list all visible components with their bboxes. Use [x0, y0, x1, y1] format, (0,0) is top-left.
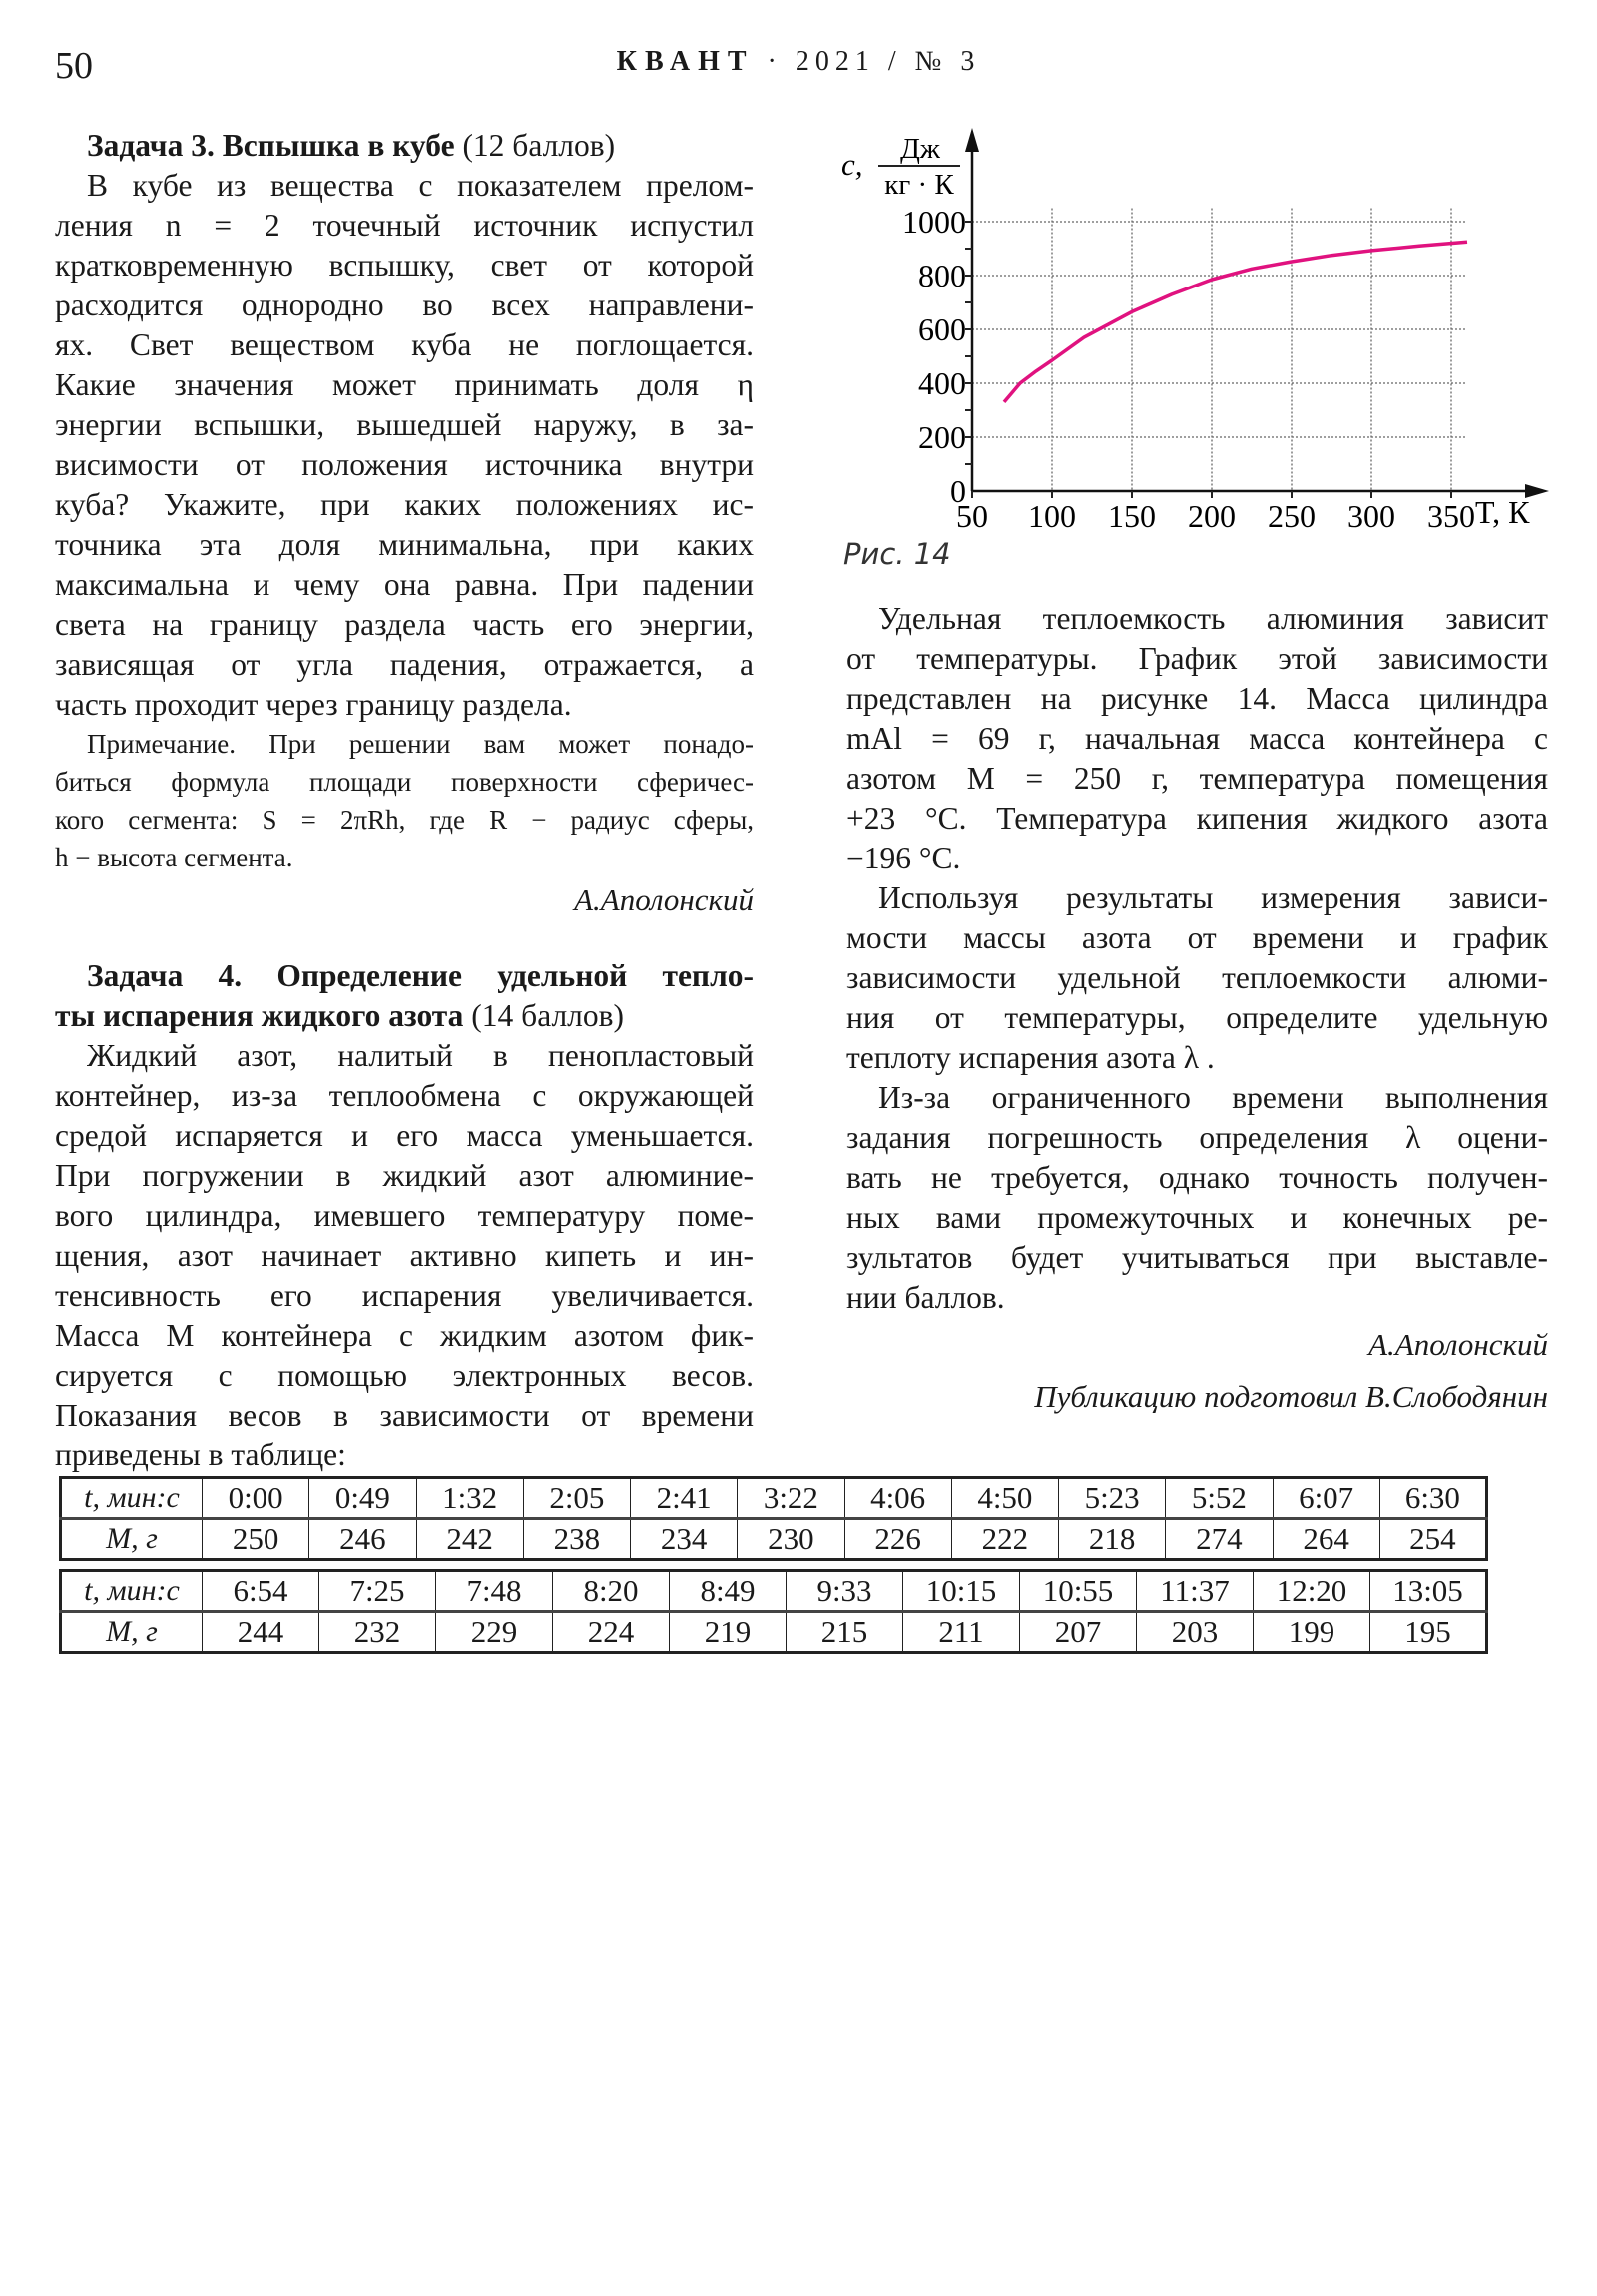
table-cell: 10:15 — [903, 1571, 1020, 1612]
left-column — [55, 126, 754, 1475]
problem4-points: (14 баллов) — [471, 998, 624, 1033]
problem4-body — [55, 1036, 754, 1475]
note-line: биться формула площади поверхности сферичес- — [55, 767, 754, 797]
table-cell: 3:22 — [738, 1478, 844, 1519]
text-line: приведены в таблице: — [55, 1437, 346, 1472]
text-line: азотом M = 250 г, температура помещения — [846, 761, 1548, 796]
text-line: энергии вспышки, вышедшей наружу, в за- — [55, 407, 754, 442]
running-head — [0, 46, 1597, 78]
text-line: mAl = 69 г, начальная масса контейнера с — [846, 721, 1548, 756]
time-header: t, мин:с — [61, 1478, 203, 1519]
mass-header: M, г — [61, 1519, 203, 1560]
text-line: ях. Свет веществом куба не поглощается. — [55, 327, 754, 362]
text-line: часть проходит через границу раздела. — [55, 687, 572, 722]
table-cell: 11:37 — [1137, 1571, 1254, 1612]
page-number: 50 — [55, 45, 93, 87]
text-line: вого цилиндра, имевшего температуру поме- — [55, 1198, 754, 1233]
text-line: В кубе из вещества с показателем прелом- — [87, 168, 754, 203]
y-axis-unit-numerator: Дж — [900, 133, 940, 165]
time-row — [61, 1571, 1487, 1612]
x-tick-label: 200 — [1188, 498, 1236, 534]
table-cell: 229 — [436, 1612, 553, 1653]
text-line: Масса M контейнера с жидким азотом фик- — [55, 1318, 754, 1353]
measurement-table-part1 — [59, 1476, 1488, 1561]
chart-series — [1004, 242, 1467, 402]
table-cell: 224 — [553, 1612, 670, 1653]
table-cell: 12:20 — [1254, 1571, 1370, 1612]
y-tick-label: 0 — [950, 473, 966, 509]
chart-ticks — [902, 204, 1475, 534]
text-line: Показания весов в зависимости от времени — [55, 1398, 754, 1433]
text-line: задания погрешность определения λ оцени- — [846, 1120, 1548, 1155]
separator: · — [767, 46, 783, 77]
table-cell: 207 — [1020, 1612, 1137, 1653]
issue-number: 2021 / № 3 — [795, 46, 981, 77]
problem3-points: (12 баллов) — [462, 128, 616, 163]
figure-caption: Рис. 14 — [843, 537, 951, 571]
time-row — [61, 1478, 1487, 1519]
x-tick-label: 100 — [1028, 498, 1076, 534]
text-line: Какие значения может принимать доля η — [55, 367, 754, 402]
problem4-title-text: ты испарения жидкого азота — [55, 998, 464, 1033]
text-line: зависящая от угла падения, отражается, а — [55, 647, 754, 682]
table-cell: 1:32 — [416, 1478, 523, 1519]
text-line: куба? Укажите, при каких положениях ис- — [55, 487, 754, 522]
table-cell: 9:33 — [787, 1571, 903, 1612]
problem4-continued — [846, 599, 1548, 1318]
text-line: висимости от положения источника внутри — [55, 447, 754, 482]
problem4-title-line: Задача 4. Определение удельной тепло- — [87, 958, 754, 993]
measurement-table-part2 — [59, 1569, 1488, 1654]
text-line: нии баллов. — [846, 1280, 1005, 1315]
table-cell: 219 — [670, 1612, 787, 1653]
text-line: максимальна и чему она равна. При падении — [55, 567, 754, 602]
text-line: сируется с помощью электронных весов. — [55, 1358, 754, 1393]
journal-name: КВАНТ — [616, 46, 755, 77]
problem3-author: А.Аполонский — [574, 882, 754, 917]
x-tick-label: 300 — [1347, 498, 1395, 534]
x-tick-label: 250 — [1268, 498, 1316, 534]
paragraph — [846, 878, 1548, 1078]
text-line: ния от температуры, определите удельную — [846, 1000, 1548, 1035]
text-line: точника эта доля минимальна, при каких — [55, 527, 754, 562]
table-cell: 195 — [1370, 1612, 1487, 1653]
table-cell: 2:05 — [523, 1478, 630, 1519]
y-tick-label: 1000 — [902, 204, 966, 240]
specific-heat-chart — [818, 120, 1557, 539]
text-line: кратковременную вспышку, свет от которой — [55, 248, 754, 283]
table-cell: 4:50 — [951, 1478, 1058, 1519]
table-cell: 222 — [951, 1519, 1058, 1560]
table-cell: 242 — [416, 1519, 523, 1560]
table-cell: 8:49 — [670, 1571, 787, 1612]
table-cell: 244 — [203, 1612, 319, 1653]
table-cell: 0:00 — [203, 1478, 309, 1519]
table-cell: 250 — [203, 1519, 309, 1560]
problem3-title — [55, 126, 754, 166]
table-cell: 6:07 — [1273, 1478, 1379, 1519]
note-line: Примечание. При решении вам может понадо- — [87, 729, 754, 759]
table-cell: 10:55 — [1020, 1571, 1137, 1612]
table-cell: 274 — [1166, 1519, 1273, 1560]
text-line: представлен на рисунке 14. Масса цилиндра — [846, 681, 1548, 716]
x-tick-label: 150 — [1108, 498, 1156, 534]
table-cell: 254 — [1379, 1519, 1486, 1560]
mass-row — [61, 1612, 1487, 1653]
text-line: Удельная теплоемкость алюминия зависит — [878, 601, 1548, 636]
table-cell: 203 — [1137, 1612, 1254, 1653]
text-line: щения, азот начинает активно кипеть и ин- — [55, 1238, 754, 1273]
text-line: +23 °C. Температура кипения жидкого азота — [846, 801, 1548, 836]
y-axis-arrow — [965, 128, 979, 152]
text-line: Используя результаты измерения зависи- — [878, 880, 1548, 915]
mass-header: M, г — [61, 1612, 203, 1653]
y-axis-unit-denominator: кг · К — [884, 169, 954, 201]
text-line: контейнер, из-за теплообмена с окружающей — [55, 1078, 754, 1113]
table-cell: 234 — [631, 1519, 738, 1560]
text-line: −196 °C. — [846, 841, 961, 875]
y-axis-symbol: c, — [841, 147, 863, 182]
table-cell: 226 — [844, 1519, 951, 1560]
note-line: кого сегмента: S = 2πRh, где R − радиус сферы, — [55, 805, 754, 835]
problem4-author: А.Аполонский — [1368, 1327, 1548, 1362]
x-tick-label: 350 — [1427, 498, 1475, 534]
mass-row — [61, 1519, 1487, 1560]
table-cell: 246 — [309, 1519, 416, 1560]
text-line: мости массы азота от времени и график — [846, 920, 1548, 955]
note-line: h − высота сегмента. — [55, 843, 293, 872]
text-line: тенсивность его испарения увеличивается. — [55, 1278, 754, 1313]
text-line: зависимости удельной теплоемкости алюми- — [846, 960, 1548, 995]
chart-grid — [972, 209, 1467, 492]
problem3-body — [55, 166, 754, 725]
problem4-title — [55, 956, 754, 1036]
table-cell: 211 — [903, 1612, 1020, 1653]
publication-credit: Публикацию подготовил В.Слободянин — [1034, 1379, 1548, 1414]
table-cell: 8:20 — [553, 1571, 670, 1612]
text-line: Из-за ограниченного времени выполнения — [878, 1080, 1548, 1115]
chart-axes — [965, 128, 1549, 498]
table-cell: 7:25 — [319, 1571, 436, 1612]
y-tick-label: 200 — [918, 419, 966, 455]
y-tick-label: 600 — [918, 311, 966, 347]
paragraph — [846, 1078, 1548, 1318]
table-cell: 5:23 — [1059, 1478, 1166, 1519]
problem4-title-line — [55, 996, 754, 1036]
time-header: t, мин:с — [61, 1571, 203, 1612]
table-cell: 215 — [787, 1612, 903, 1653]
x-tick-label: 50 — [956, 498, 988, 534]
x-axis-label: T, К — [1475, 494, 1530, 530]
table-cell: 238 — [523, 1519, 630, 1560]
text-line: ления n = 2 точечный источник испустил — [55, 208, 754, 243]
text-line: Жидкий азот, налитый в пенопластовый — [87, 1038, 754, 1073]
problem3-note — [55, 725, 754, 876]
table-cell: 199 — [1254, 1612, 1370, 1653]
paragraph — [846, 599, 1548, 878]
specific-heat-curve — [1004, 242, 1467, 402]
table-cell: 6:54 — [203, 1571, 319, 1612]
text-line: вать не требуется, однако точность получен- — [846, 1160, 1548, 1195]
text-line: При погружении в жидкий азот алюминие- — [55, 1158, 754, 1193]
right-column — [846, 599, 1548, 1426]
table-cell: 264 — [1273, 1519, 1379, 1560]
table-cell: 7:48 — [436, 1571, 553, 1612]
text-line: от температуры. График этой зависимости — [846, 641, 1548, 676]
text-line: средой испаряется и его масса уменьшается. — [55, 1118, 754, 1153]
y-tick-label: 400 — [918, 365, 966, 401]
text-line: ных вами промежуточных и конечных ре- — [846, 1200, 1548, 1235]
table-cell: 4:06 — [844, 1478, 951, 1519]
text-line: света на границу раздела часть его энергии, — [55, 607, 754, 642]
text-line: теплоту испарения азота λ . — [846, 1040, 1215, 1075]
problem3-title-text: Задача 3. Вспышка в кубе — [87, 128, 455, 163]
table-cell: 0:49 — [309, 1478, 416, 1519]
text-line: расходится однородно во всех направлени- — [55, 287, 754, 322]
table-cell: 232 — [319, 1612, 436, 1653]
table-cell: 230 — [738, 1519, 844, 1560]
table-cell: 5:52 — [1166, 1478, 1273, 1519]
y-tick-label: 800 — [918, 258, 966, 293]
table-cell: 2:41 — [631, 1478, 738, 1519]
text-line: зультатов будет учитываться при выставле- — [846, 1240, 1548, 1275]
table-cell: 13:05 — [1370, 1571, 1487, 1612]
table-cell: 6:30 — [1379, 1478, 1486, 1519]
table-cell: 218 — [1059, 1519, 1166, 1560]
